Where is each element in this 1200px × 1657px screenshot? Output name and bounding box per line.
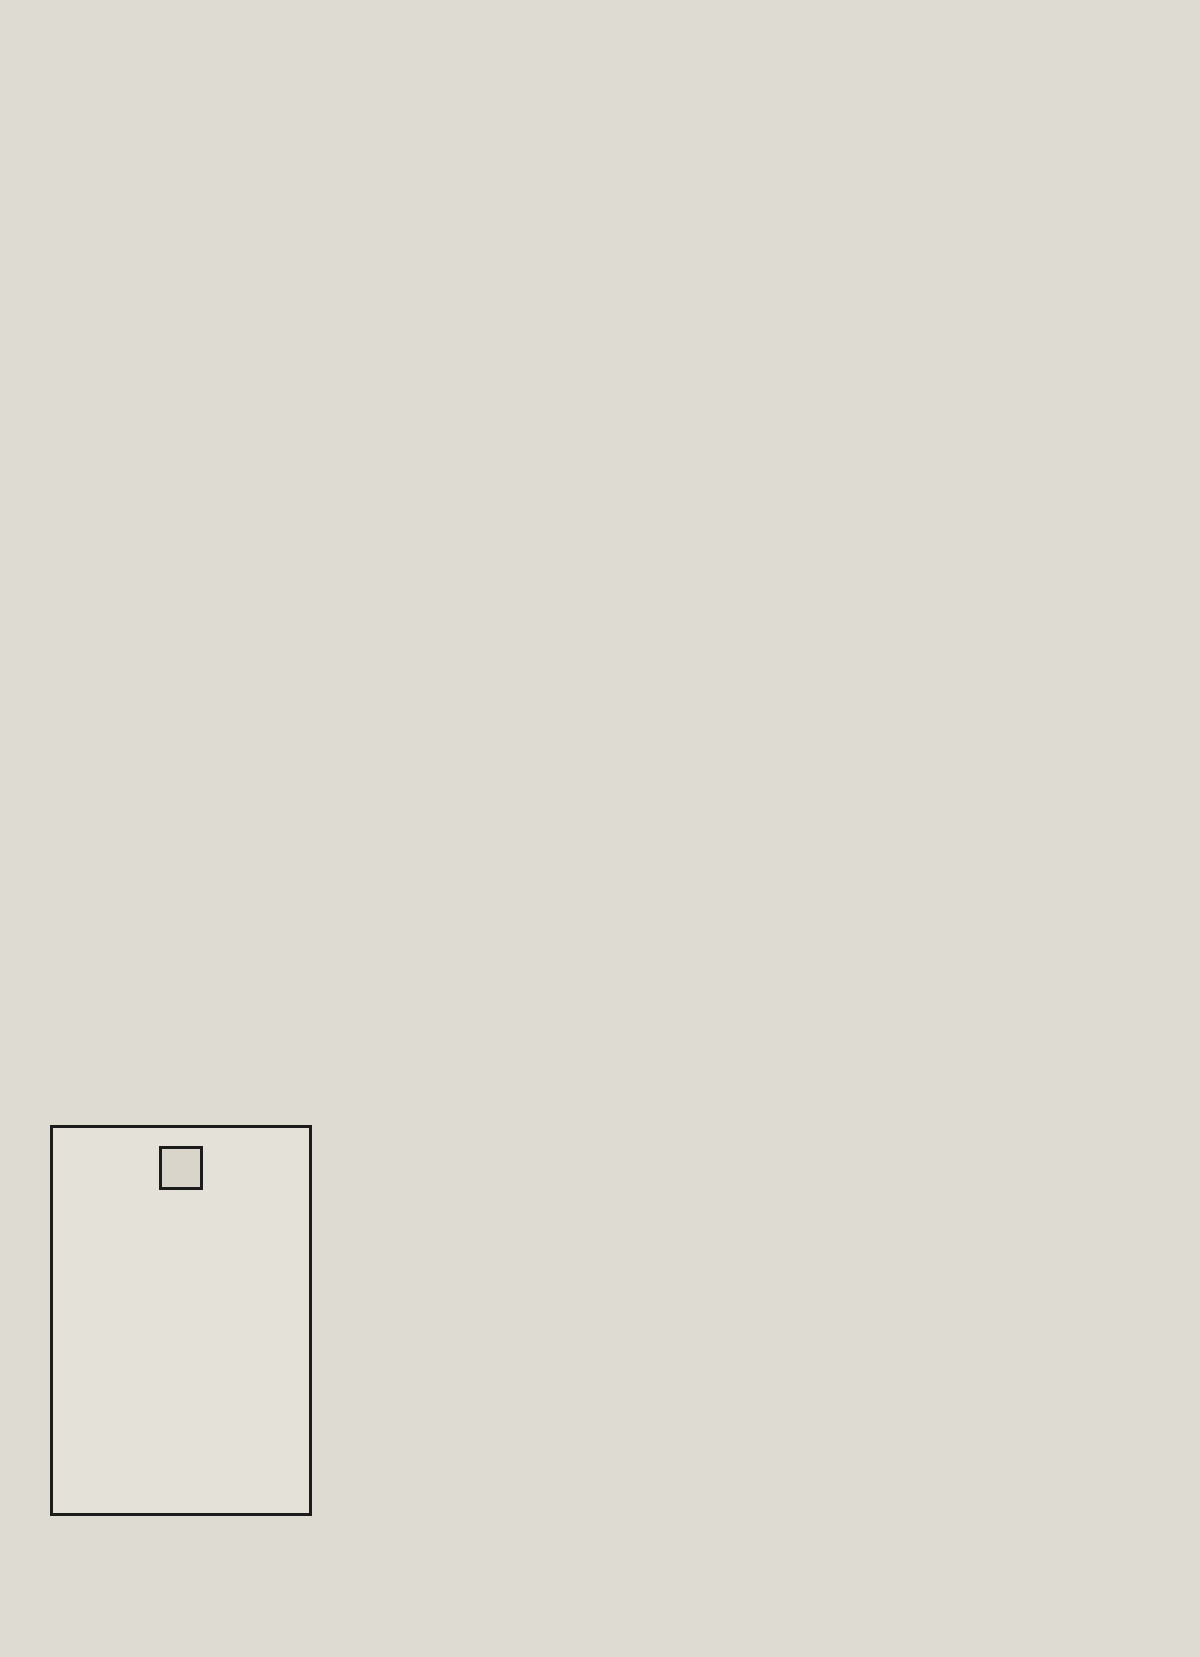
article-title <box>55 30 895 205</box>
czytelnik-logo <box>159 1146 203 1190</box>
publisher-advertisement <box>50 1125 312 1516</box>
lead-paragraph <box>62 300 602 302</box>
